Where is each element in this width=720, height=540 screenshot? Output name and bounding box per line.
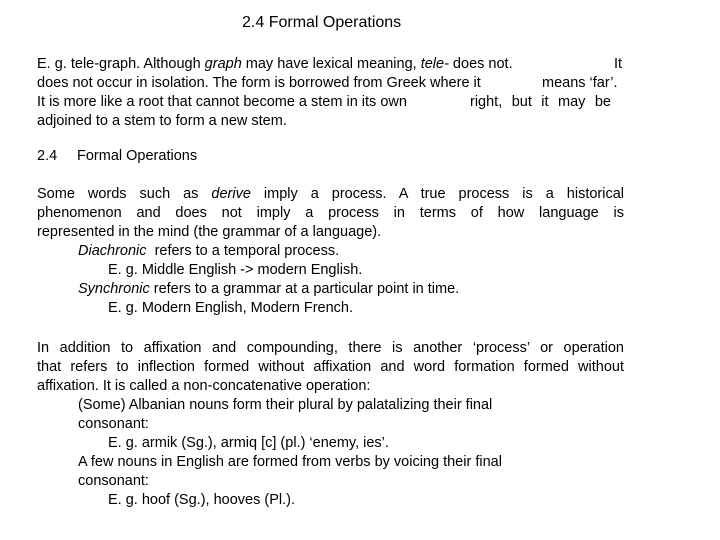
para2-line-5: E. g. Middle English -> modern English. bbox=[108, 262, 363, 278]
para3-line-8: consonant: bbox=[78, 473, 149, 489]
para1-text: may have lexical meaning, bbox=[241, 56, 421, 72]
para2-line-1 bbox=[37, 185, 624, 204]
para2-line-6 bbox=[78, 280, 459, 299]
section-title: Formal Operations bbox=[77, 148, 198, 164]
para1-line-4: adjoined to a stem to form a new stem. bbox=[37, 113, 287, 129]
para2-italic-derive: derive bbox=[211, 186, 251, 202]
para2-line-2: phenomenon and does not imply a process in terms of how language is bbox=[37, 205, 624, 221]
para3-line-3: affixation. It is called a non-concatenative operation: bbox=[37, 378, 371, 394]
para2-text: Some words such as bbox=[37, 186, 212, 202]
para2-line-3: represented in the mind (the grammar of a language). bbox=[37, 224, 382, 240]
para3-line-1: In addition to affixation and compounding, there is another ‘process’ or operation bbox=[37, 340, 624, 356]
para1-italic-graph: graph bbox=[204, 56, 242, 72]
para1-line-3: It is more like a root that cannot become a stem in its own bbox=[37, 94, 407, 110]
para1-text: does not. bbox=[448, 56, 513, 72]
para1-line-2: does not occur in isolation. The form is borrowed from Greek where it bbox=[37, 75, 481, 91]
para1-line-1-end: It bbox=[614, 56, 623, 72]
para3-line-2: that refers to inflection formed without affixation and word formation formed without bbox=[37, 359, 624, 375]
para3-line-5: consonant: bbox=[78, 416, 149, 432]
para2-text: imply a process. A true process is a historical bbox=[250, 186, 624, 202]
para2-text: refers to a temporal process. bbox=[154, 243, 340, 259]
para2-line-4 bbox=[78, 242, 339, 261]
para3-line-4: (Some) Albanian nouns form their plural by palatalizing their final bbox=[78, 397, 493, 413]
para1-line-1 bbox=[37, 55, 513, 74]
para3-line-9: E. g. hoof (Sg.), hooves (Pl.). bbox=[108, 492, 295, 508]
para3-line-7: A few nouns in English are formed from verbs by voicing their final bbox=[78, 454, 502, 470]
synchronic-term: Synchronic bbox=[78, 281, 150, 297]
page-title: 2.4 Formal Operations bbox=[242, 14, 402, 31]
para3-line-6: E. g. armik (Sg.), armiq [c] (pl.) ‘enemy, ies’. bbox=[108, 435, 389, 451]
para1-italic-tele: tele- bbox=[420, 56, 449, 72]
para2-text: refers to a grammar at a particular point in time. bbox=[149, 281, 460, 297]
para1-line-2-end: means ‘far’. bbox=[542, 75, 618, 91]
para1-text: E. g. tele-graph. Although bbox=[37, 56, 205, 72]
diachronic-term: Diachronic bbox=[78, 243, 147, 259]
para2-line-7: E. g. Modern English, Modern French. bbox=[108, 300, 354, 316]
para1-line-3-end: right, but it may be bbox=[470, 94, 611, 110]
section-number: 2.4 bbox=[37, 148, 58, 164]
